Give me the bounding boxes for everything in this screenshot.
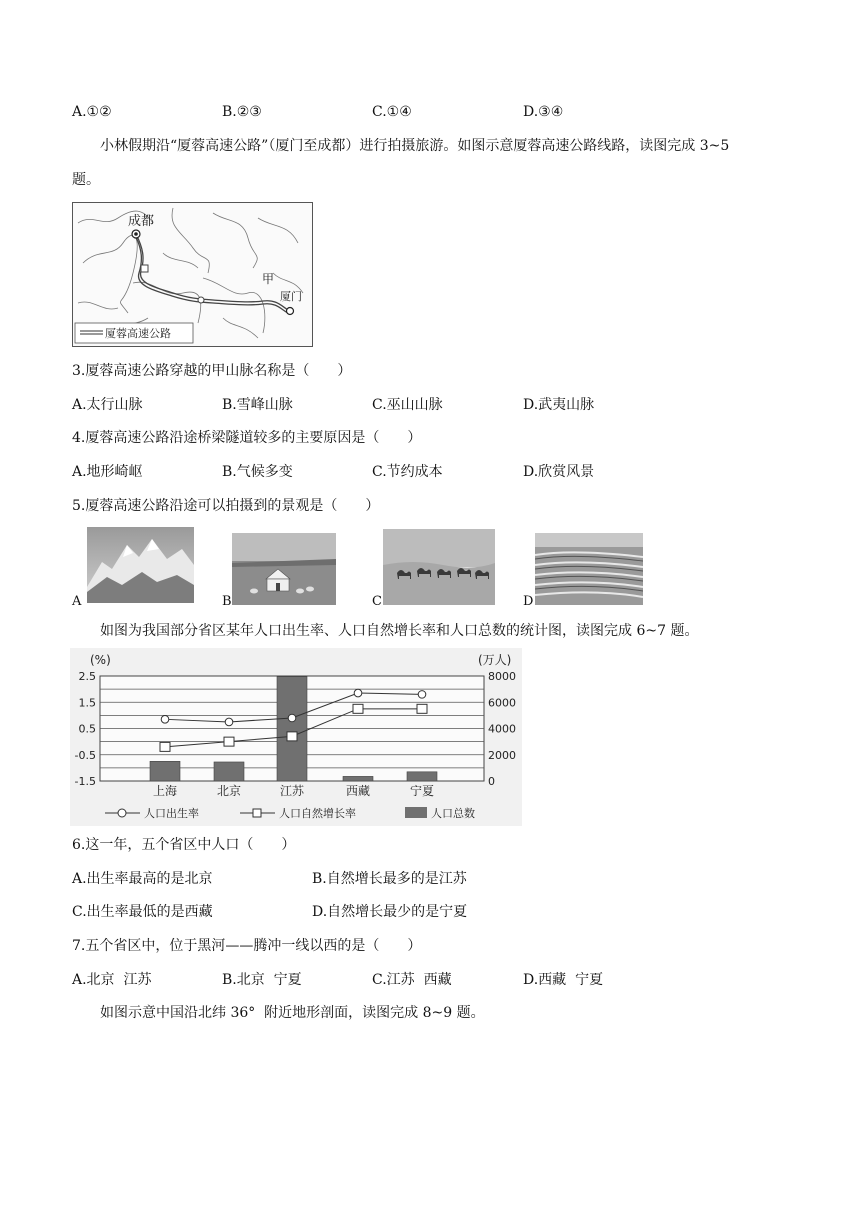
q4-option-b: B.气候多变: [222, 464, 293, 480]
chart-right-tick-label: 6000: [488, 696, 516, 710]
chart-point-growth-rate: [353, 704, 363, 713]
chart-point-birth-rate: [161, 716, 169, 724]
chart-right-tick-label: 8000: [488, 670, 516, 683]
chart-point-birth-rate: [418, 691, 426, 699]
q6-option-c: C.出生率最低的是西藏: [72, 904, 213, 920]
q6-option-a: A.出生率最高的是北京: [72, 871, 213, 887]
intro-6-7: 如图为我国部分省区某年人口出生率、人口自然增长率和人口总数的统计图，读图完成 6~7 题。: [100, 623, 699, 639]
chart-bar-4: [343, 776, 373, 781]
photo-a-label: A: [72, 594, 82, 609]
q3-stem: 3.厦蓉高速公路穿越的甲山脉名称是（ ）: [72, 363, 352, 379]
photo-c-label: C: [372, 594, 382, 609]
chart-category-label: 西藏: [345, 784, 371, 798]
q3-option-b: B.雪峰山脉: [222, 397, 293, 413]
chart-point-growth-rate: [224, 737, 234, 746]
q4-option-d: D.欣赏风景: [523, 464, 595, 480]
q5-stem: 5.厦蓉高速公路沿途可以拍摄到的景观是（ ）: [72, 498, 380, 514]
chart-point-birth-rate: [288, 714, 296, 722]
legend-growth-rate-marker: [253, 809, 261, 817]
chart-left-tick-label: -0.5: [74, 748, 96, 762]
legend-birth-rate-marker: [118, 809, 126, 817]
map-label-jia: 甲: [262, 272, 275, 286]
population-chart-svg: [70, 648, 522, 826]
q3-option-d: D.武夷山脉: [523, 397, 595, 413]
q6-stem: 6.这一年，五个省区中人口（ ）: [72, 837, 296, 853]
q2-option-a: A.①②: [72, 104, 112, 120]
chart-left-tick-label: 2.5: [78, 670, 96, 683]
q7-option-b: B.北京 宁夏: [222, 972, 302, 988]
chart-point-growth-rate: [417, 704, 427, 713]
chart-point-growth-rate: [287, 732, 297, 741]
population-chart: [70, 648, 522, 826]
q4-option-c: C.节约成本: [372, 464, 443, 480]
chart-right-tick-label: 2000: [488, 748, 516, 762]
q2-option-c: C.①④: [372, 104, 412, 120]
chart-category-label: 上海: [152, 784, 178, 798]
legend-growth-rate-label: 人口自然增长率: [279, 807, 356, 820]
q6-option-b: B.自然增长最多的是江苏: [312, 871, 467, 887]
photo-a-snow-mountains: [87, 527, 194, 603]
route-map-svg: [73, 203, 312, 346]
legend-birth-rate-label: 人口出生率: [144, 807, 199, 820]
q7-option-c: C.江苏 西藏: [372, 972, 452, 988]
chart-right-tick-label: 0: [488, 775, 495, 788]
q2-option-b: B.②③: [222, 104, 262, 120]
photo-d-label: D: [523, 594, 534, 609]
q3-option-c: C.巫山山脉: [372, 397, 443, 413]
chart-category-label: 江苏: [279, 784, 305, 798]
chart-category-label: 宁夏: [409, 784, 435, 798]
chart-bar-3: [277, 677, 307, 781]
chart-bar-2: [214, 762, 244, 781]
legend-total-population-swatch: [405, 807, 427, 818]
chart-right-tick-label: 4000: [488, 722, 516, 736]
map-label-xiamen: 厦门: [280, 290, 302, 303]
chart-point-growth-rate: [160, 742, 170, 751]
q4-option-a: A.地形崎岖: [72, 464, 143, 480]
chart-bar-1: [150, 761, 180, 781]
q7-option-d: D.西藏 宁夏: [523, 972, 604, 988]
chart-bar-5: [407, 772, 437, 781]
chart-left-tick-label: -1.5: [74, 775, 96, 788]
photo-d-terraced-fields: [535, 533, 643, 605]
q6-option-d: D.自然增长最少的是宁夏: [312, 904, 468, 920]
intro-3-5-line1: 小林假期沿“厦蓉高速公路”（厦门至成都）进行拍摄旅游。如图示意厦蓉高速公路线路，读图完成 3~5: [100, 138, 730, 154]
q4-stem: 4.厦蓉高速公路沿途桥梁隧道较多的主要原因是（ ）: [72, 430, 422, 446]
chart-point-birth-rate: [354, 689, 362, 697]
chart-left-tick-label: 1.5: [78, 696, 96, 710]
q3-option-a: A.太行山脉: [72, 397, 143, 413]
route-map: [72, 202, 313, 347]
photo-c-camels-desert: [383, 529, 495, 605]
photo-b-label: B: [222, 594, 232, 609]
chart-point-birth-rate: [225, 718, 233, 726]
q2-option-d: D.③④: [523, 104, 564, 120]
map-label-chengdu: 成都: [128, 214, 155, 229]
photo-b-yurt-grassland: [232, 533, 336, 605]
intro-8-9: 如图示意中国沿北纬 36° 附近地形剖面，读图完成 8~9 题。: [100, 1005, 485, 1021]
q7-option-a: A.北京 江苏: [72, 972, 152, 988]
map-legend-label: 厦蓉高速公路: [105, 327, 171, 340]
legend-total-population-label: 人口总数: [431, 807, 475, 820]
chart-right-axis-unit: (万人): [478, 653, 512, 667]
intro-3-5-line2: 题。: [72, 172, 100, 188]
chart-left-tick-label: 0.5: [78, 722, 96, 736]
q7-stem: 7.五个省区中，位于黑河——腾冲一线以西的是（ ）: [72, 938, 422, 954]
chart-left-axis-unit: (%): [90, 653, 111, 667]
chart-category-label: 北京: [216, 784, 242, 798]
